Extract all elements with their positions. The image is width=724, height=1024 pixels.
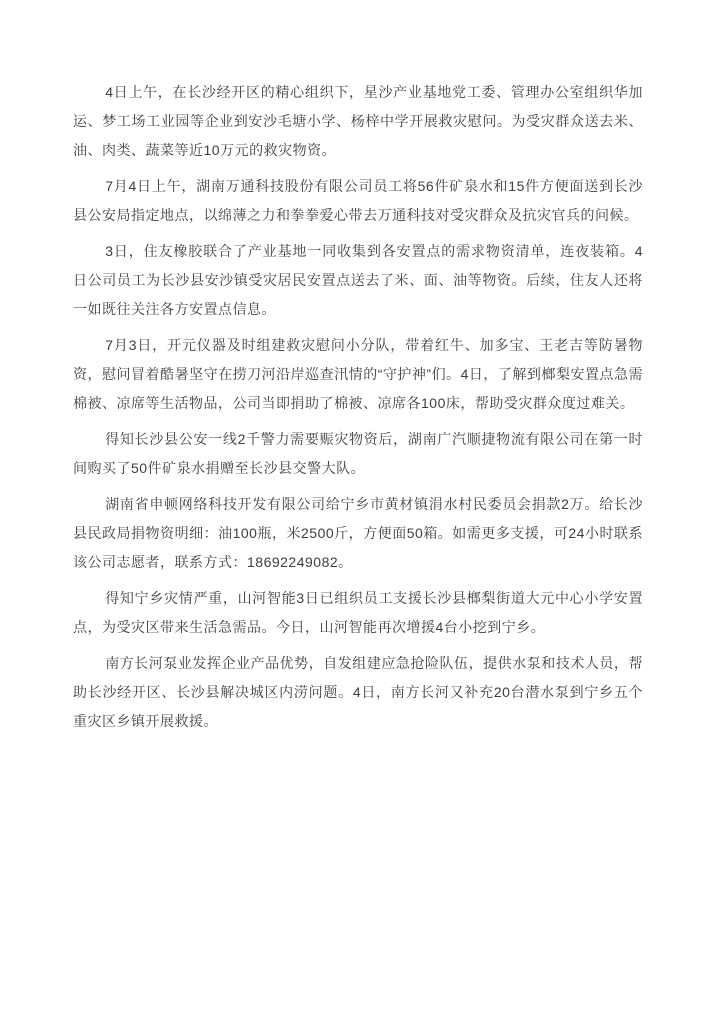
paragraph-5: 得知长沙县公安一线2千警力需要赈灾物资后，湖南广汽顺捷物流有限公司在第一时间购买了50件矿泉水捐赠至长沙县交警大队。 (73, 431, 643, 476)
paragraph-4: 7月3日，开元仪器及时组建救灾慰问小分队，带着红牛、加多宝、王老吉等防暑物资，慰问冒着酷暑坚守在捞刀河沿岸巡查汛情的“守护神”们。4日，了解到榔梨安置点急需棉被、凉席等生活物品，公司当即捐助了棉被、凉席各100床，帮助受灾群众度过难关。 (73, 337, 643, 411)
paragraph-3: 3日，住友橡胶联合了产业基地一同收集到各安置点的需求物资清单，连夜装箱。4日公司员工为长沙县安沙镇受灾居民安置点送去了米、面、油等物资。后续，住友人还将一如既往关注各方安置点信息。 (73, 243, 643, 317)
paragraph-8: 南方长河泵业发挥企业产品优势，自发组建应急抢险队伍，提供水泵和技术人员，帮助长沙经开区、长沙县解决城区内涝问题。4日，南方长河又补充20台潜水泵到宁乡五个重灾区乡镇开展救援。 (73, 655, 643, 729)
paragraph-1: 4日上午，在长沙经开区的精心组织下，星沙产业基地党工委、管理办公室组织华加运、梦工场工业园等企业到安沙毛塘小学、杨梓中学开展救灾慰问。为受灾群众送去米、油、肉类、蔬菜等近10万元的救灾物资。 (73, 84, 643, 158)
paragraph-7: 得知宁乡灾情严重，山河智能3日已组织员工支援长沙县榔梨街道大元中心小学安置点，为受灾区带来生活急需品。今日，山河智能再次增援4台小挖到宁乡。 (73, 590, 643, 635)
article-body (73, 78, 643, 743)
paragraph-6: 湖南省申顿网络科技开发有限公司给宁乡市黄材镇涓水村民委员会捐款2万。给长沙县民政局捐物资明细：油100瓶，米2500斤，方便面50箱。如需更多支援，可24小时联系该公司志愿者，联系方式：18692249082。 (73, 496, 643, 570)
paragraph-2: 7月4日上午，湖南万通科技股份有限公司员工将56件矿泉水和15件方便面送到长沙县公安局指定地点，以绵薄之力和拳拳爱心带去万通科技对受灾群众及抗灾官兵的问候。 (73, 178, 643, 223)
